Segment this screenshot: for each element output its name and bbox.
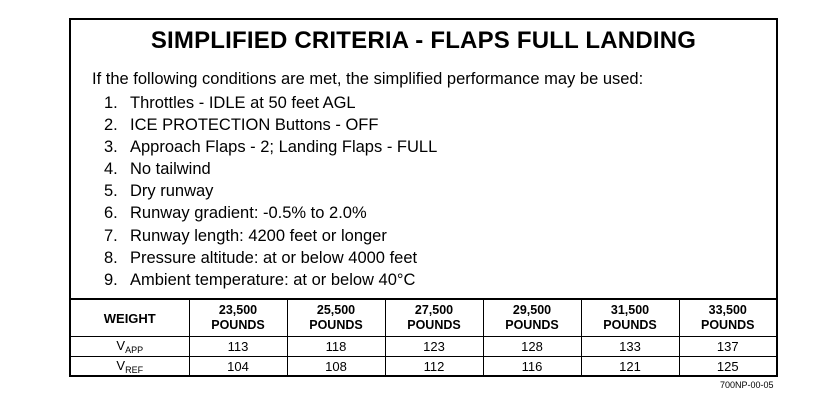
- table-cell: 128: [483, 337, 581, 357]
- weight-value: 23,500: [218, 303, 258, 317]
- weight-unit: POUNDS: [407, 318, 461, 332]
- item-number: 7.: [104, 226, 118, 245]
- list-item: [104, 202, 437, 224]
- item-text: Ambient temperature: at or below 40°C: [130, 270, 416, 289]
- weight-column-header: [287, 299, 385, 337]
- table-cell: 108: [287, 357, 385, 377]
- intro-text: If the following conditions are met, the simplified performance may be used:: [92, 70, 644, 88]
- speed-symbol: $V_{APP}$: [71, 337, 189, 357]
- weight-unit: POUNDS: [701, 318, 755, 332]
- item-number: 8.: [104, 248, 118, 267]
- item-number: 1.: [104, 94, 118, 112]
- weight-column-header: [483, 299, 581, 337]
- table-row-vapp: [71, 337, 776, 357]
- item-text: Throttles - IDLE at 50 feet AGL: [130, 94, 356, 112]
- weight-unit: POUNDS: [603, 318, 657, 332]
- weight-column-header: [679, 299, 776, 337]
- table-cell: 113: [189, 337, 287, 357]
- weight-unit: POUNDS: [505, 318, 559, 332]
- item-number: 4.: [104, 160, 118, 179]
- item-number: 2.: [104, 116, 118, 135]
- weight-value: 31,500: [610, 303, 650, 317]
- weight-value: 29,500: [512, 303, 552, 317]
- table-cell: 123: [385, 337, 483, 357]
- document-number: 700NP-00-05: [720, 380, 774, 390]
- table-cell: 125: [679, 357, 776, 377]
- table-cell: 104: [189, 357, 287, 377]
- table-cell: 118: [287, 337, 385, 357]
- list-item: [104, 225, 437, 247]
- weight-value: 27,500: [414, 303, 454, 317]
- table-cell: 133: [581, 337, 679, 357]
- conditions-list: [104, 92, 437, 291]
- speed-table: [71, 298, 776, 376]
- item-text: Approach Flaps - 2; Landing Flaps - FULL: [130, 138, 438, 157]
- table-cell: 116: [483, 357, 581, 377]
- criteria-panel: [69, 18, 778, 377]
- item-text: Dry runway: [130, 182, 214, 201]
- item-number: 5.: [104, 182, 118, 201]
- list-item: [104, 158, 437, 180]
- item-number: 3.: [104, 138, 118, 157]
- weight-column-header: [581, 299, 679, 337]
- item-text: No tailwind: [130, 160, 211, 179]
- weight-header: WEIGHT: [71, 299, 189, 337]
- table-cell: 121: [581, 357, 679, 377]
- weight-column-header: [385, 299, 483, 337]
- table-cell: 112: [385, 357, 483, 377]
- item-text: ICE PROTECTION Buttons - OFF: [130, 116, 379, 135]
- list-item: [104, 269, 437, 291]
- weight-unit: POUNDS: [309, 318, 363, 332]
- list-item: [104, 180, 437, 202]
- page-title: SIMPLIFIED CRITERIA - FLAPS FULL LANDING: [150, 27, 697, 54]
- table-header-row: [71, 299, 776, 337]
- list-item: [104, 92, 437, 114]
- weight-value: 33,500: [708, 303, 747, 317]
- speed-symbol: $V_{REF}$: [116, 358, 144, 375]
- weight-value: 25,500: [316, 303, 356, 317]
- item-text: Pressure altitude: at or below 4000 feet: [130, 248, 418, 267]
- item-text: Runway gradient: -0.5% to 2.0%: [130, 204, 367, 223]
- weight-unit: POUNDS: [211, 318, 265, 332]
- list-item: [104, 114, 437, 136]
- item-number: 6.: [104, 204, 118, 223]
- table-row-vref: [71, 357, 776, 377]
- weight-column-header: [189, 299, 287, 337]
- list-item: [104, 247, 437, 269]
- list-item: [104, 136, 437, 158]
- table-cell: 137: [679, 337, 776, 357]
- item-text: Runway length: 4200 feet or longer: [130, 226, 387, 245]
- item-number: 9.: [104, 270, 118, 289]
